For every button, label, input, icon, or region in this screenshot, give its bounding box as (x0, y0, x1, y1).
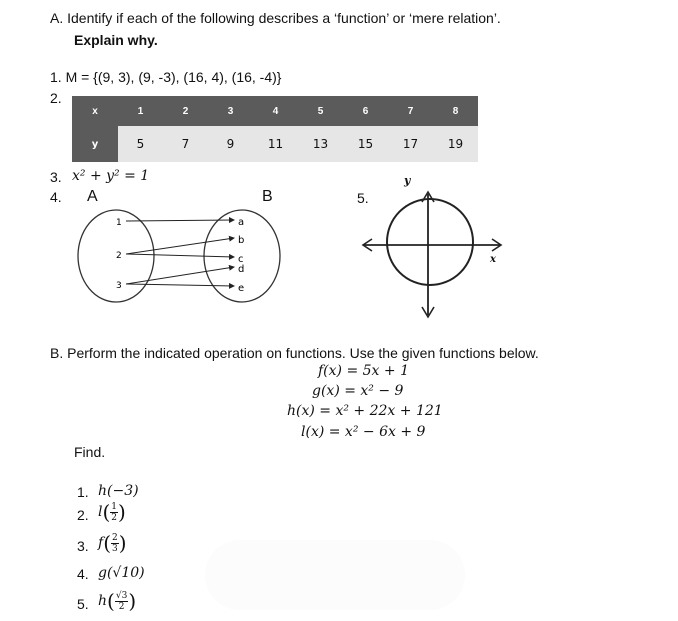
function-name: g (98, 565, 107, 581)
function-g: g(x) = x² − 9 (312, 383, 404, 399)
part-a-title: A. Identify if each of the following describes a ‘function’ or ‘mere relation’. (50, 10, 501, 26)
erased-area (205, 540, 465, 610)
function-name: h (98, 483, 108, 499)
domain-2: 2 (116, 251, 122, 261)
y-value: 19 (433, 126, 478, 162)
y-value: 5 (118, 126, 163, 162)
find-item-5: h( $\frac{√3}{2}$ ) (98, 589, 137, 613)
range-d: d (238, 264, 245, 275)
x-value: 3 (208, 96, 253, 126)
item-4-number: 4. (50, 189, 62, 205)
item-3-number: 3. (50, 169, 62, 185)
find-item-number: 2. (77, 507, 89, 523)
numerator: 2 (112, 532, 118, 543)
find-item-1 (98, 483, 139, 499)
denominator: 2 (118, 601, 125, 612)
fraction (115, 591, 128, 612)
set-a-label: A (87, 188, 98, 205)
set-b-label: B (262, 188, 273, 205)
x-row (72, 96, 478, 126)
find-item-number: 5. (77, 596, 89, 612)
item-5-number: 5. (357, 190, 369, 206)
range-c: c (238, 254, 244, 265)
find-item-number: 3. (77, 538, 89, 554)
arrow-2-c (126, 254, 234, 257)
xy-table (72, 96, 478, 162)
y-value: 7 (163, 126, 208, 162)
x-value: 8 (433, 96, 478, 126)
fraction (110, 502, 118, 523)
arrow-3-d (126, 267, 234, 284)
x-value: 4 (253, 96, 298, 126)
function-h: h(x) = x² + 22x + 121 (287, 403, 443, 419)
circle-graph (360, 172, 510, 322)
arrow-3-e (126, 284, 234, 286)
item-3-equation: x² + y² = 1 (72, 168, 150, 184)
item-1-set: 1. M = {(9, 3), (9, -3), (16, 4), (16, -4)} (50, 69, 282, 85)
y-value: 11 (253, 126, 298, 162)
function-f: f(x) = 5x + 1 (318, 363, 409, 379)
y-value: 17 (388, 126, 433, 162)
domain-3: 3 (116, 281, 122, 291)
find-item-4 (98, 565, 145, 581)
x-header: x (72, 96, 118, 126)
find-item-2: l( $\frac{1}{2}$ ) (98, 500, 126, 524)
graph-y-label: y (404, 174, 411, 187)
x-value: 1 (118, 96, 163, 126)
x-value: 5 (298, 96, 343, 126)
x-value: 7 (388, 96, 433, 126)
find-item-number: 1. (77, 484, 89, 500)
function-name: f (98, 535, 104, 551)
denominator: 3 (112, 543, 118, 554)
x-value: 6 (343, 96, 388, 126)
argument: (−3) (107, 483, 139, 499)
domain-1: 1 (116, 218, 122, 228)
part-b-title: B. Perform the indicated operation on functions. Use the given functions below. (50, 345, 539, 361)
argument: (√10) (106, 565, 145, 581)
function-l: l(x) = x² − 6x + 9 (301, 424, 426, 440)
numerator: √3 (115, 590, 128, 601)
function-name: h (98, 593, 108, 609)
y-value: 9 (208, 126, 253, 162)
fraction (111, 533, 119, 554)
denominator: 2 (111, 512, 118, 523)
find-item-number: 4. (77, 566, 89, 582)
find-item-3: f( $\frac{2}{3}$ ) (98, 531, 127, 555)
range-a: a (238, 217, 245, 228)
x-value: 2 (163, 96, 208, 126)
range-b: b (238, 235, 245, 246)
find-label: Find. (74, 444, 106, 460)
y-value: 15 (343, 126, 388, 162)
range-e: e (238, 283, 245, 294)
y-value: 13 (298, 126, 343, 162)
mapping-arrows (126, 220, 234, 286)
arrow-2-b (126, 238, 234, 254)
numerator: 1 (111, 501, 118, 512)
y-header: y (72, 126, 118, 162)
item-2-number: 2. (50, 90, 62, 106)
part-a-subtitle: Explain why. (74, 32, 158, 48)
mapping-diagram (70, 200, 290, 310)
function-name: l (98, 504, 103, 520)
y-row (72, 126, 478, 162)
unit-circle (387, 199, 473, 285)
graph-x-label: x (490, 254, 496, 265)
